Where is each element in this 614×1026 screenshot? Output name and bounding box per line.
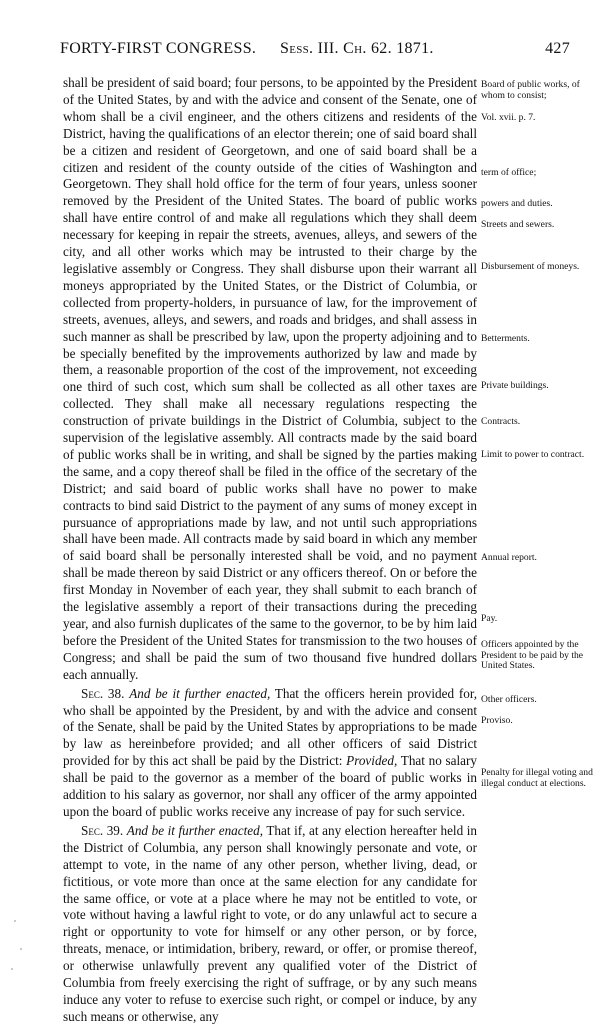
scan-speck: [20, 948, 22, 950]
margin-note-disbursement: Disbursement of moneys.: [481, 261, 580, 272]
session-chapter-year: [280, 40, 434, 58]
section-38-proviso-word: Provided,: [346, 753, 398, 769]
margin-note-private-buildings: Private buildings.: [481, 380, 549, 391]
section-39: [63, 823, 477, 1026]
margin-note-streets-and-sewers: Streets and sewers.: [481, 219, 555, 230]
margin-note-annual-report: Annual report.: [481, 552, 537, 563]
session-label: Sess. III.: [280, 40, 339, 57]
scan-speck: [11, 968, 13, 970]
section-38-enacting-clause: And be it further enacted,: [129, 685, 271, 701]
margin-note-other-officers: Other officers.: [481, 694, 537, 705]
margin-note-officers-paid-by-us: Officers appointed by the President to be paid by the United States.: [481, 639, 584, 671]
section-39-enacting-clause: And be it further enacted,: [126, 822, 264, 838]
chapter-label: Ch. 62.: [343, 40, 392, 57]
year-label: 1871.: [396, 40, 434, 57]
page-number: 427: [545, 40, 570, 57]
margin-note-powers-and-duties: powers and duties.: [481, 198, 553, 209]
section-38-proviso-text: That no salary shall be paid to the governor as a member of the board of public works in addition to his salary as governor, nor shall any officer of the army appointed upon the board of public works receive any increase of pay for such service.: [63, 753, 477, 819]
margin-note-term-of-office: term of office;: [481, 167, 537, 178]
margin-note-contracts: Contracts.: [481, 416, 521, 427]
scan-speck: [14, 920, 16, 922]
section-39-text: That if, at any election hereafter held in the District of Columbia, any person shall knowingly personate and vote, or attempt to vote, in the name of any other person, whether living, dead, or fictitious, or vote more than once at the same election for any candidate for the same office, or vote at a place where he may not be entitled to vote, or vote without having a lawful right to vote, or do any unlawful act to secure a right or opportunity to vote for himself or any other person, or by force, threats, menace, or intimidation, bribery, reward, or offer, or promise thereof, or otherwise unlawfully prevent any qualified voter of the District of Columbia from freely exercising the right of suffrage, or by any such means induce any voter to refuse to exercise such right, or compel or induce, by any such means or otherwise, any: [63, 822, 478, 1024]
running-title: FORTY-FIRST CONGRESS.: [60, 40, 257, 57]
margin-note-pay: Pay.: [481, 613, 498, 624]
page-header: [60, 40, 570, 64]
statute-text: [63, 75, 477, 1026]
margin-note-board-composition: Board of public works, of whom to consist;: [481, 79, 580, 101]
section-38: [63, 686, 477, 821]
section-38-label: Sec. 38.: [81, 685, 125, 701]
margin-note-illegal-voting: Penalty for illegal voting and illegal conduct at elections.: [481, 767, 593, 789]
paragraph-board-of-public-works: shall be president of said board; four persons, to be appointed by the President of the United States, by and with the advice and consent of the Senate, one of whom shall be a civil engineer, and the others citizens and residents of the District, having the qualifications of an elector therein; one of said board shall be a citizen and resident of Georgetown, and one of said board shall be a citizen and resident of the county outside of the cities of Washington and Georgetown. They shall hold office for the term of four years, unless sooner removed by the President of the United States. The board of public works shall have entire control of and make all regulations which they shall deem necessary for keeping in repair the streets, avenues, alleys, and sewers of the city, and all other works which may be intrusted to their charge by the legislative assembly or Congress. They shall disburse upon their warrant all moneys appropriated by the United States, or the District of Columbia, or collected from property-holders, in pursuance of law, for the improvement of streets, avenues, alleys, and sewers, and roads and bridges, and shall assess in such manner as shall be prescribed by law, upon the property adjoining and to be specially benefited by the improvements authorized by law and made by them, a reasonable proportion of the cost of the improvement, not exceeding one third of such cost, which sum shall be collected as all other taxes are collected. They shall make all necessary regulations respecting the construction of private buildings in the District of Columbia, subject to the supervision of the legislative assembly. All contracts made by the said board of public works shall be in writing, and shall be signed by the parties making the same, and a copy thereof shall be filed in the office of the secretary of the District; and said board of public works shall have no power to make contracts to bind said District to the payment of any sums of money except in pursuance of appropriations made by law, and not until such appropriations shall have been made. All contracts made by said board in which any member of said board shall be personally interested shall be void, and no payment shall be made thereon by said District or any officers thereof. On or before the first Monday in November of each year, they shall submit to each branch of the legislative assembly a report of their transactions during the preceding year, and also furnish duplicates of the same to the governor, to be by him laid before the President of the United States for transmission to the two houses of Congress; and shall be paid the sum of two thousand five hundred dollars each annually.: [63, 75, 477, 682]
margin-note-betterments: Betterments.: [481, 333, 530, 344]
margin-note-volume-reference: Vol. xvii. p. 7.: [481, 112, 536, 123]
margin-note-proviso: Proviso.: [481, 715, 513, 726]
margin-note-limit-to-power: Limit to power to contract.: [481, 449, 585, 460]
section-39-label: Sec. 39.: [81, 822, 124, 838]
section-38-text: That the officers herein provided for, who shall be appointed by the President, by and with the advice and consent of the Senate, shall be paid by the United States by appropriations to be made by law as hereinbefore provided; and all other officers of said District provided for by this act shall be paid by the District:: [63, 685, 477, 769]
